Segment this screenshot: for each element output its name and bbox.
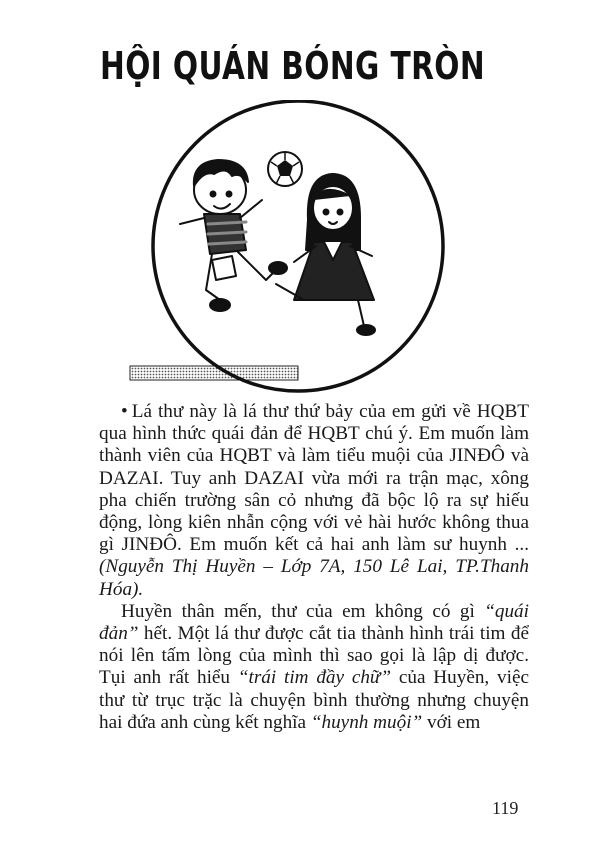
ground-band <box>130 366 298 380</box>
editor-reply <box>99 601 529 734</box>
reply-part-2: hết. Một lá thư được cắt tia thành hình trái tim để nói lên tấm lòng của mình thì sao gọi là lập dị được. Tụi anh rất hiểu <box>99 623 529 689</box>
boy-figure-icon <box>180 160 287 311</box>
soccer-kids-illustration-icon <box>128 100 468 395</box>
page-title: HỘI QUÁN BÓNG TRÒN <box>100 44 486 88</box>
bullet-icon: • <box>121 401 128 422</box>
girl-figure-icon <box>276 174 375 335</box>
reply-quote-2: “trái tim đầy chữ” <box>237 667 392 689</box>
reply-part-3: của Huyền, việc thư từ trục trặc là chuyện bình thường nhưng chuyện hai đứa anh cùng kết nghĩa <box>99 667 529 733</box>
frame-circle <box>153 101 443 391</box>
reply-quote-3: “huynh muội” <box>310 711 423 733</box>
reply-quote-1: “quái đản” <box>99 600 529 645</box>
article-body <box>99 401 529 734</box>
page-number: 119 <box>492 798 519 818</box>
reader-letter <box>99 401 529 601</box>
soccer-ball-icon <box>268 152 302 186</box>
reply-part-4: với em <box>427 711 481 733</box>
letter-signature: (Nguyễn Thị Huyền – Lớp 7A, 150 Lê Lai, TP.Thanh Hóa). <box>99 556 529 600</box>
letter-text: Lá thư này là lá thư thứ bảy của em gửi về HQBT qua hình thức quái đản để HQBT chú ý. Em muốn làm thành viên của HQBT và làm tiểu muội của JINĐÔ và DAZAI. Tuy anh DAZAI vừa mới ra trận mạc, xông pha chiến trường sân cỏ nhưng đã bộc lộ ra sự hiếu động, lòng kiên nhẫn cộng với vẻ hài hước không thua gì JINĐÔ. Em muốn kết cả hai anh làm sư huynh ... <box>99 401 529 556</box>
reply-part-1: Huyền thân mến, thư của em không có gì <box>121 600 475 622</box>
